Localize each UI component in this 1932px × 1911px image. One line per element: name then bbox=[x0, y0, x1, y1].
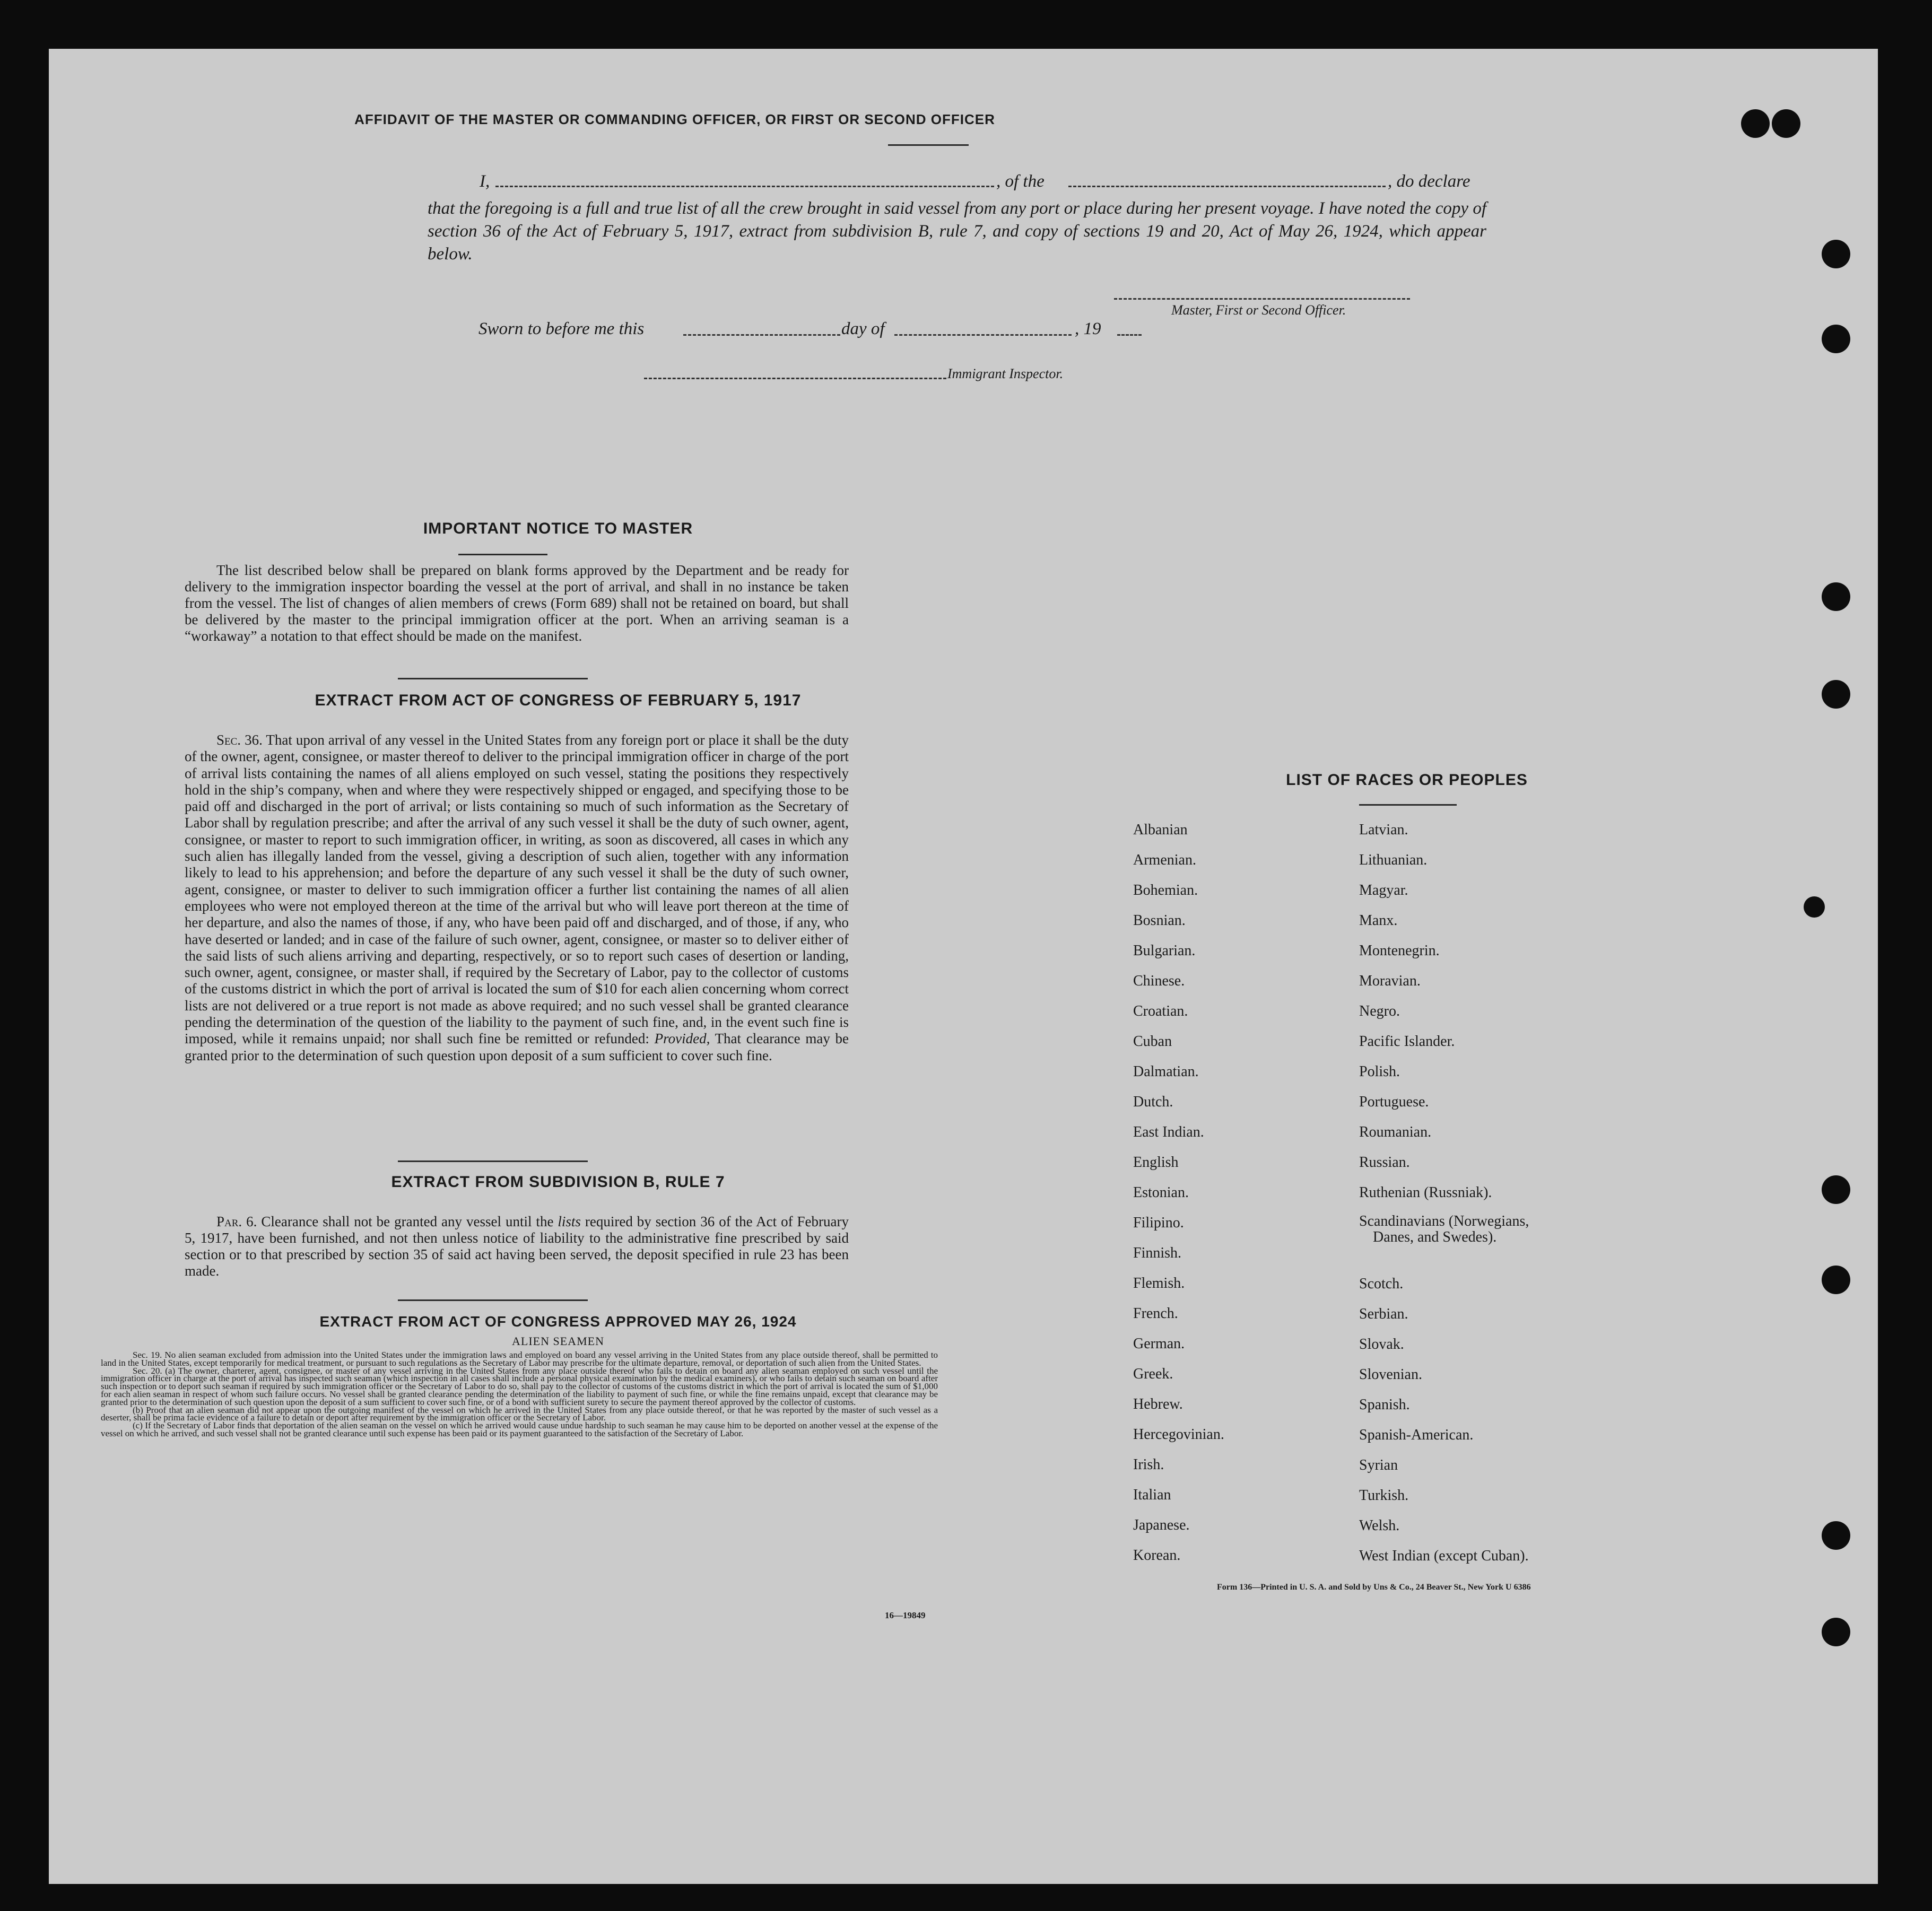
affidavit-body: that the foregoing is a full and true list of all the crew brought in said vessel from any port or place during her present voyage. I have noted the copy of section 36 of the Act of February 5, 1917, extract from subdivision B, rule 7, and copy of sections 19 and 20, Act of May 26, 1924, which appear below. bbox=[428, 199, 1486, 264]
declare-label: , do declare bbox=[1388, 172, 1470, 191]
race-entry: Slovenian. bbox=[1359, 1366, 1422, 1383]
race-entry: Slovak. bbox=[1359, 1336, 1404, 1352]
races-right-column-a bbox=[1359, 815, 1492, 1208]
race-entry: Cuban bbox=[1133, 1033, 1172, 1050]
section-36-text bbox=[185, 732, 849, 1064]
race-entry: Negro. bbox=[1359, 1003, 1400, 1019]
provided-word: Provided, bbox=[654, 1031, 710, 1047]
race-entry: Scotch. bbox=[1359, 1276, 1404, 1292]
races-title: LIST OF RACES OR PEOPLES bbox=[1286, 771, 1528, 789]
race-entry: Pacific Islander. bbox=[1359, 1033, 1455, 1050]
race-entry: Manx. bbox=[1359, 912, 1398, 929]
race-entry: Hebrew. bbox=[1133, 1396, 1183, 1412]
binder-hole bbox=[1822, 1521, 1850, 1550]
races-left-column bbox=[1133, 815, 1224, 1570]
rule7-title: EXTRACT FROM SUBDIVISION B, RULE 7 bbox=[391, 1173, 725, 1191]
race-entry: Moravian. bbox=[1359, 973, 1421, 989]
section-20c-text: (c) If the Secretary of Labor finds that deportation of the alien seaman on the vessel on which he arrived would cause undue hardship to such seaman he may cause him to be deported on another vessel at the expense of the vessel on which he arrived, and such vessel shall not be granted clearance until such expense has been paid or its payment guaranteed to the satisfaction of the Secretary of Labor. bbox=[101, 1420, 938, 1438]
act-1924-text bbox=[101, 1351, 938, 1438]
race-entry: Spanish. bbox=[1359, 1397, 1410, 1413]
declarant-label: I, bbox=[480, 172, 490, 191]
race-entry: Japanese. bbox=[1133, 1517, 1190, 1533]
divider bbox=[1359, 804, 1457, 806]
race-entry: Dalmatian. bbox=[1133, 1063, 1199, 1080]
year-label: , 19 bbox=[1075, 319, 1101, 338]
divider bbox=[888, 144, 969, 146]
race-entry: Bohemian. bbox=[1133, 882, 1198, 898]
race-entry: East Indian. bbox=[1133, 1124, 1204, 1140]
declarant-name-field[interactable] bbox=[495, 186, 994, 187]
race-entry: Hercegovinian. bbox=[1133, 1426, 1224, 1443]
scandinavians-line-1: Scandinavians (Norwegians, bbox=[1359, 1213, 1529, 1229]
sworn-month-field[interactable] bbox=[894, 334, 1072, 336]
vessel-name-field[interactable] bbox=[1068, 186, 1386, 187]
race-entry: Armenian. bbox=[1133, 852, 1196, 868]
form-footer: Form 136—Printed in U. S. A. and Sold by Uns & Co., 24 Beaver St., New York U 6386 bbox=[1217, 1583, 1531, 1592]
affidavit-title: AFFIDAVIT OF THE MASTER OR COMMANDING OFFICER, OR FIRST OR SECOND OFFICER bbox=[354, 111, 995, 127]
scandinavians-entry bbox=[1359, 1214, 1529, 1245]
race-entry: Spanish-American. bbox=[1359, 1427, 1474, 1443]
race-entry: Welsh. bbox=[1359, 1517, 1400, 1534]
binder-hole bbox=[1822, 1266, 1850, 1294]
race-entry: Portuguese. bbox=[1359, 1094, 1429, 1110]
race-entry: Albanian bbox=[1133, 822, 1188, 838]
race-entry: French. bbox=[1133, 1305, 1178, 1322]
form-code: 16—19849 bbox=[885, 1610, 926, 1620]
divider bbox=[458, 554, 547, 555]
day-of-label: day of bbox=[841, 319, 885, 338]
section-36-end: That clearance may be granted prior to the determination of such question upon deposit of a sum sufficient to cover such fine. bbox=[185, 1031, 849, 1063]
race-entry: Korean. bbox=[1133, 1547, 1181, 1564]
paragraph-lead: Par. 6. bbox=[216, 1214, 257, 1229]
vessel-of-label: , of the bbox=[996, 172, 1045, 191]
race-entry: English bbox=[1133, 1154, 1179, 1171]
notice-text: The list described below shall be prepared on blank forms approved by the Department and be ready for delivery to the immigration inspector boarding the vessel at the port of arrival, and shall in no instance be taken from the vessel. The list of changes of alien members of crews (Form 689) shall not be retained on board, but shall be delivered by the master to the principal immigration officer at the port. When an arriving seaman is a “workaway” a notation to that effect should be made on the manifest. bbox=[185, 562, 849, 644]
paragraph-6-part-b: required by section 36 of the Act of February 5, 1917, have been furnished, and not then unless notice of liability to the administrative fine prescribed by said section or to that prescribed by section 35 of said act having been served, the deposit specified in rule 23 has been made. bbox=[185, 1214, 849, 1279]
race-entry: Dutch. bbox=[1133, 1094, 1173, 1110]
extract-1917-title: EXTRACT FROM ACT OF CONGRESS OF FEBRUARY 5, 1917 bbox=[315, 692, 802, 709]
scandinavians-line-2: Danes, and Swedes). bbox=[1373, 1229, 1497, 1245]
races-right-column-b bbox=[1359, 1269, 1529, 1571]
section-36-body: That upon arrival of any vessel in the United States from any foreign port or place it shall be the duty of the owner, agent, consignee, or master thereof to deliver to the principal immigration officer in charge of the port of arrival lists containing the names of all aliens employed on such vessel, stating the positions they respectively hold in the ship’s company, when and where they were respectively shipped or engaged, and specifying those to be paid off and discharged in the port of arrival; or lists containing so much of such information as the Secretary of Labor shall by regulation prescribe; and after the arrival of any such vessel it shall be the duty of such owner, agent, consignee, or master to report to such immigration officer, in writing, as soon as discovered, all cases in which any such alien has illegally landed from the vessel, giving a description of such alien, together with any information likely to lead to his apprehension; and before the departure of any such vessel it shall be the duty of such owner, agent, consignee, or master to deliver to such immigration officer a further list containing the names of all alien employees who were not employed thereon at the time of the arrival but who will leave port thereon at the time of her departure, and also the names of those, if any, who have been paid off and discharged, and of those, if any, who have deserted or landed; and in case of the failure of such owner, agent, consignee, or master so to deliver either of the said lists of such aliens arriving and departing, respectively, or so to report such cases of desertion or landing, such owner, agent, consignee, or master shall, if required by the Secretary of Labor, pay to the collector of customs of the customs district in which the port of arrival is located the sum of $10 for each alien concerning whom correct lists are not delivered or a true report is not made as above required; and no such vessel shall be granted clearance pending the determination of the question of the liability to the payment of such fine, and, in the event such fine is imposed, while it remains unpaid; nor shall such fine be remitted or refunded: bbox=[185, 732, 849, 1047]
race-entry: Ruthenian (Russniak). bbox=[1359, 1184, 1492, 1201]
race-entry: Bosnian. bbox=[1133, 912, 1186, 929]
race-entry: Russian. bbox=[1359, 1154, 1410, 1171]
binder-hole bbox=[1822, 582, 1850, 611]
sworn-day-field[interactable] bbox=[683, 334, 840, 336]
document-page bbox=[49, 49, 1878, 1884]
race-entry: German. bbox=[1133, 1336, 1185, 1352]
lists-word: lists bbox=[558, 1214, 581, 1229]
section-lead: Sec. 36. bbox=[216, 732, 263, 748]
binder-hole bbox=[1822, 1618, 1850, 1646]
race-entry: Estonian. bbox=[1133, 1184, 1189, 1201]
master-signature-field[interactable] bbox=[1114, 298, 1410, 300]
alien-seamen-subtitle: ALIEN SEAMEN bbox=[512, 1334, 604, 1348]
race-entry: Chinese. bbox=[1133, 973, 1185, 989]
binder-hole bbox=[1822, 1175, 1850, 1204]
divider bbox=[398, 678, 588, 679]
sworn-label: Sworn to before me this bbox=[478, 319, 645, 338]
race-entry: Serbian. bbox=[1359, 1306, 1408, 1322]
binder-hole bbox=[1772, 109, 1800, 138]
section-20a-text: Sec. 20. (a) The owner, charterer, agent, consignee, or master of any vessel arriving in the United States from any place outside thereof who fails to detain on board any alien seaman employed on such vessel until the immigration officer in charge at the port of arrival has inspected such seaman (which inspection in all cases shall include a personal physical examination by the medical examiners), or who fails to detain such seaman on board after such inspection or to deport such seaman if required by such immigration officer or the Secretary of Labor to do so, shall pay to the collector of customs of the customs district in which the port of arrival is located the sum of $1,000 for each alien seaman in respect of whom such failure occurs. No vessel shall be granted clearance pending the determination of the liability to payment of such fine, or while the fine remains unpaid, except that clearance may be granted prior to the determination of such question upon the deposit of a sum sufficient to cover such fine, or of a bond with sufficient surety to secure the payment thereof approved by the collector of customs. bbox=[101, 1365, 938, 1407]
race-entry: Lithuanian. bbox=[1359, 852, 1428, 868]
binder-hole bbox=[1741, 109, 1770, 138]
race-entry: West Indian (except Cuban). bbox=[1359, 1548, 1529, 1564]
inspector-label: Immigrant Inspector. bbox=[947, 366, 1064, 381]
binder-hole bbox=[1822, 240, 1850, 268]
paragraph-6-part-a: Clearance shall not be granted any vessel until the bbox=[261, 1214, 554, 1229]
race-entry: Roumanian. bbox=[1359, 1124, 1432, 1140]
paragraph-6-text bbox=[185, 1214, 849, 1279]
race-entry: Montenegrin. bbox=[1359, 943, 1440, 959]
sworn-year-field[interactable] bbox=[1117, 334, 1142, 336]
divider bbox=[398, 1160, 588, 1162]
race-entry: Bulgarian. bbox=[1133, 943, 1196, 959]
inspector-signature-field[interactable] bbox=[644, 378, 946, 379]
race-entry: Filipino. bbox=[1133, 1215, 1184, 1231]
binder-hole bbox=[1804, 896, 1825, 918]
race-entry: Finnish. bbox=[1133, 1245, 1182, 1261]
section-20b-text: (b) Proof that an alien seaman did not appear upon the outgoing manifest of the vessel on which he arrived in the United States from any place outside thereof, or that he was reported by the master of such vessel as a deserter, shall be prima facie evidence of a failure to detain or deport after requirement by the immigration officer or the Secretary of Labor. bbox=[101, 1404, 938, 1423]
notice-title: IMPORTANT NOTICE TO MASTER bbox=[423, 520, 693, 537]
section-19-text: Sec. 19. No alien seaman excluded from admission into the United States under the immigration laws and employed on board any vessel arriving in the United States from any place outside thereof, shall be permitted to land in the United States, except temporarily for medical treatment, or pursuant to such regulations as the Secretary of Labor may prescribe for the ultimate departure, removal, or deportation of such alien from the United States. bbox=[101, 1350, 938, 1368]
race-entry: Magyar. bbox=[1359, 882, 1408, 898]
binder-hole bbox=[1822, 680, 1850, 709]
act-1924-title: EXTRACT FROM ACT OF CONGRESS APPROVED MAY 26, 1924 bbox=[319, 1313, 797, 1330]
race-entry: Polish. bbox=[1359, 1063, 1400, 1080]
race-entry: Flemish. bbox=[1133, 1275, 1185, 1292]
master-signature-label: Master, First or Second Officer. bbox=[1171, 302, 1346, 318]
race-entry: Croatian. bbox=[1133, 1003, 1188, 1019]
race-entry: Latvian. bbox=[1359, 822, 1408, 838]
race-entry: Italian bbox=[1133, 1487, 1171, 1503]
binder-hole bbox=[1822, 325, 1850, 353]
race-entry: Syrian bbox=[1359, 1457, 1398, 1473]
divider bbox=[398, 1299, 588, 1301]
race-entry: Turkish. bbox=[1359, 1487, 1409, 1504]
race-entry: Greek. bbox=[1133, 1366, 1173, 1382]
race-entry: Irish. bbox=[1133, 1456, 1164, 1473]
